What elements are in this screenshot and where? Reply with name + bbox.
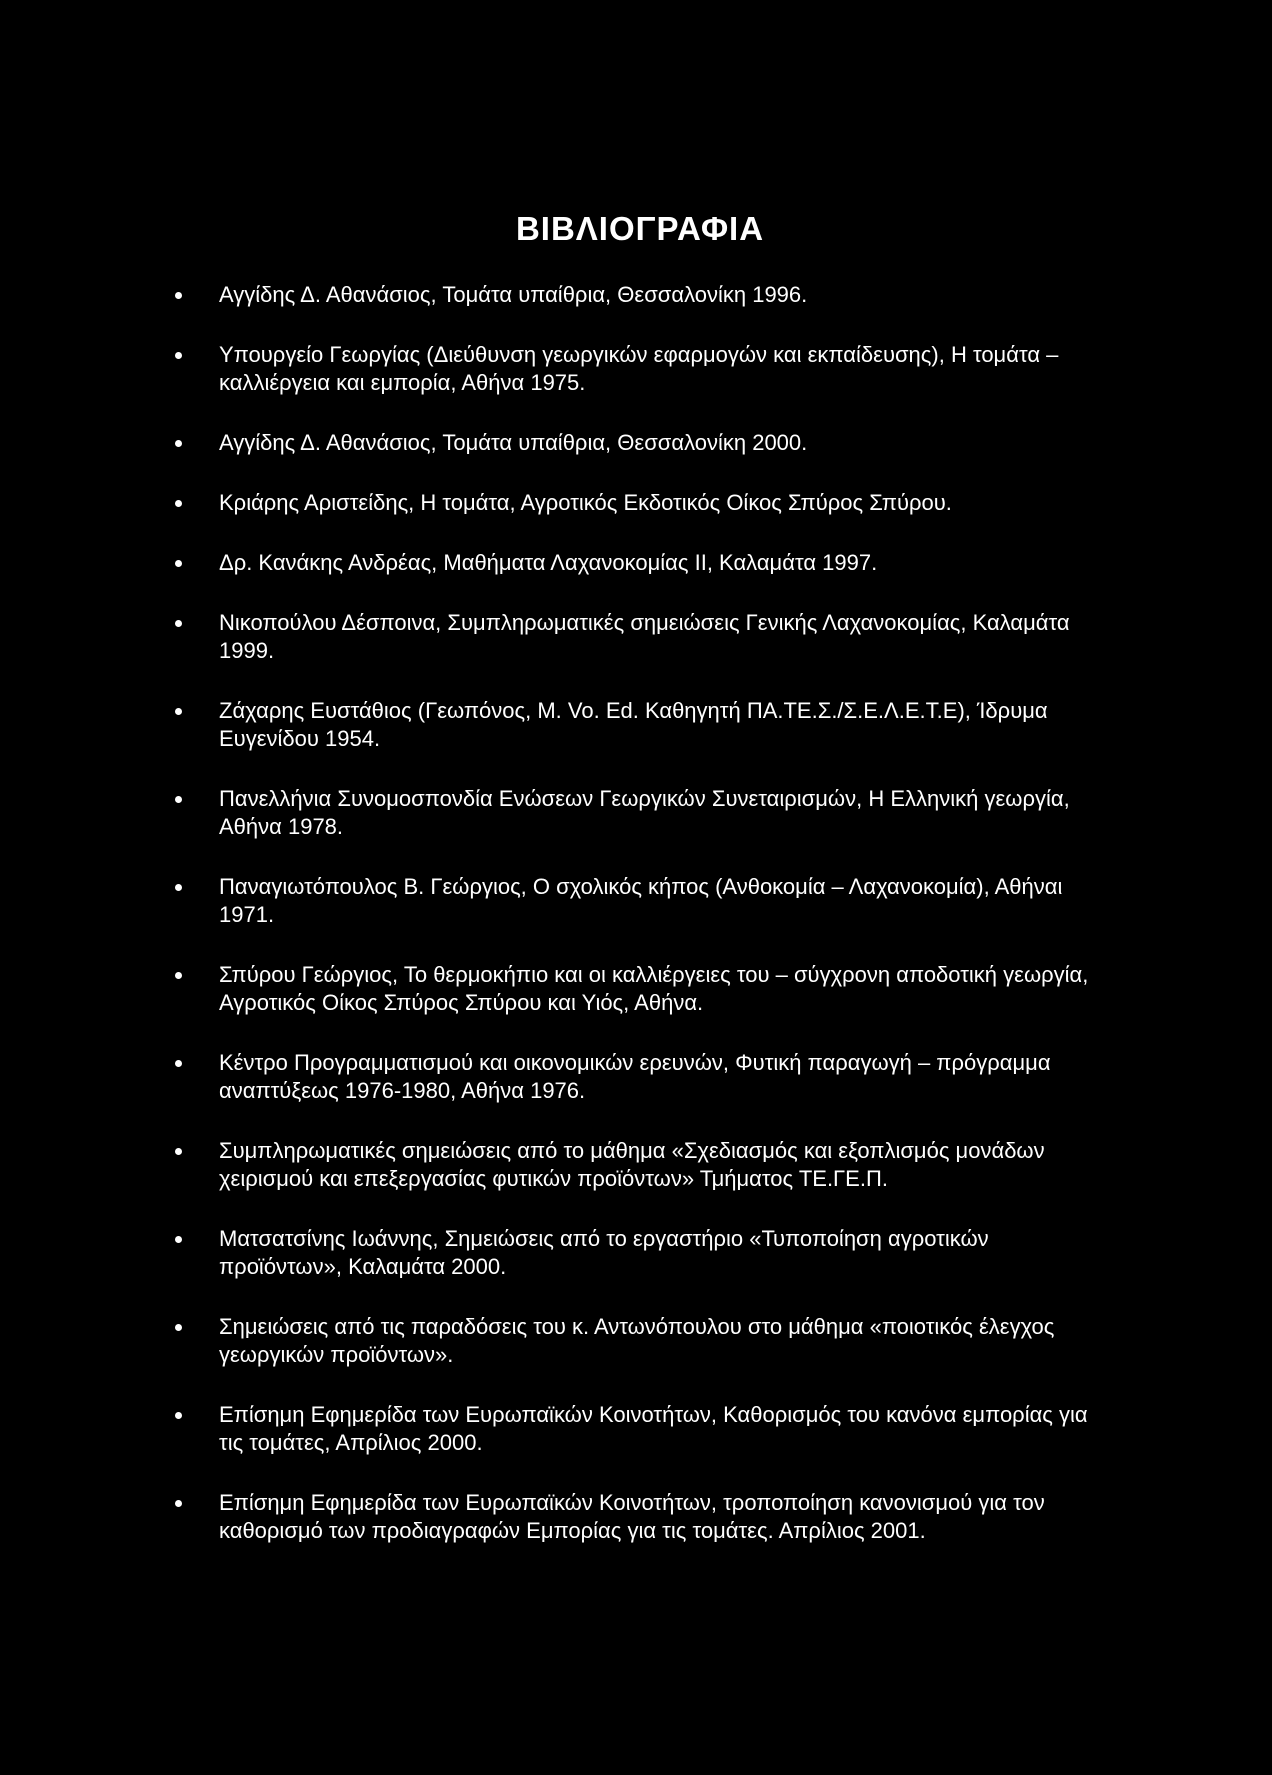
bibliography-item-text: Σημειώσεις από τις παραδόσεις του κ. Αντωνόπουλου στο μάθημα «ποιοτικός έλεγχος γεωργικών προϊόντων».	[219, 1314, 1055, 1367]
bibliography-list	[175, 281, 1100, 1577]
bibliography-item	[175, 489, 1100, 517]
bullet-icon	[175, 708, 182, 715]
bibliography-item-text: Αγγίδης Δ. Αθανάσιος, Τομάτα υπαίθρια, Θεσσαλονίκη 2000.	[219, 430, 808, 455]
bibliography-item	[175, 1401, 1100, 1457]
bullet-icon	[175, 352, 182, 359]
bullet-icon	[175, 440, 182, 447]
bibliography-item-text: Αγγίδης Δ. Αθανάσιος, Τομάτα υπαίθρια, Θεσσαλονίκη 1996.	[219, 282, 808, 307]
bibliography-item-text: Παναγιωτόπουλος Β. Γεώργιος, Ο σχολικός κήπος (Ανθοκομία – Λαχανοκομία), Αθήναι 1971.	[219, 874, 1063, 927]
bibliography-item-text: Ματσατσίνης Ιωάννης, Σημειώσεις από το εργαστήριο «Τυποποίηση αγροτικών προϊόντων», Καλαμάτα 2000.	[219, 1226, 989, 1279]
page-title: ΒΙΒΛΙΟΓΡΑΦΙΑ	[515, 210, 765, 247]
bibliography-item	[175, 429, 1100, 457]
bibliography-item	[175, 1489, 1100, 1545]
bibliography-item-text: Δρ. Κανάκης Ανδρέας, Μαθήματα Λαχανοκομίας ΙΙ, Καλαμάτα 1997.	[219, 550, 878, 575]
bibliography-item-text: Πανελλήνια Συνομοσπονδία Ενώσεων Γεωργικών Συνεταιρισμών, Η Ελληνική γεωργία, Αθήνα 1978.	[219, 786, 1070, 839]
bibliography-item	[175, 549, 1100, 577]
bibliography-item	[175, 697, 1100, 753]
bibliography-item	[175, 961, 1100, 1017]
bullet-icon	[175, 972, 182, 979]
bibliography-item	[175, 609, 1100, 665]
bibliography-item	[175, 341, 1100, 397]
bibliography-item-text: Επίσημη Εφημερίδα των Ευρωπαϊκών Κοινοτήτων, τροποποίηση κανονισμού για τον καθορισμό των προδιαγραφών Εμπορίας για τις τομάτες. Απρίλιος 2001.	[219, 1490, 1045, 1543]
bibliography-item-text: Επίσημη Εφημερίδα των Ευρωπαϊκών Κοινοτήτων, Καθορισμός του κανόνα εμπορίας για τις τομάτες, Απρίλιος 2000.	[219, 1402, 1088, 1455]
bibliography-item	[175, 1137, 1100, 1193]
bibliography-item-text: Συμπληρωματικές σημειώσεις από το μάθημα «Σχεδιασμός και εξοπλισμός μονάδων χειρισμού και επεξεργασίας φυτικών προϊόντων» Τμήματος ΤΕ.ΓΕ.Π.	[219, 1138, 1045, 1191]
bullet-icon	[175, 796, 182, 803]
bibliography-item-text: Κέντρο Προγραμματισμού και οικονομικών ερευνών, Φυτική παραγωγή – πρόγραμμα αναπτύξεως 1976-1980, Αθήνα 1976.	[219, 1050, 1051, 1103]
bullet-icon	[175, 620, 182, 627]
bibliography-item	[175, 1225, 1100, 1281]
bibliography-item-text: Σπύρου Γεώργιος, Το θερμοκήπιο και οι καλλιέργειες του – σύγχρονη αποδοτική γεωργία, Αγροτικός Οίκος Σπύρος Σπύρου και Υιός, Αθήνα.	[219, 962, 1089, 1015]
bibliography-item	[175, 281, 1100, 309]
bullet-icon	[175, 500, 182, 507]
bibliography-item-text: Κριάρης Αριστείδης, Η τομάτα, Αγροτικός Εκδοτικός Οίκος Σπύρος Σπύρου.	[219, 490, 952, 515]
bullet-icon	[175, 1148, 182, 1155]
bullet-icon	[175, 1236, 182, 1243]
bullet-icon	[175, 1500, 182, 1507]
bibliography-item	[175, 873, 1100, 929]
bullet-icon	[175, 1324, 182, 1331]
bullet-icon	[175, 884, 182, 891]
bibliography-item-text: Υπουργείο Γεωργίας (Διεύθυνση γεωργικών εφαρμογών και εκπαίδευσης), Η τομάτα – καλλιέργεια και εμπορία, Αθήνα 1975.	[219, 342, 1059, 395]
bullet-icon	[175, 1412, 182, 1419]
bibliography-item	[175, 1313, 1100, 1369]
bullet-icon	[175, 560, 182, 567]
bibliography-item	[175, 785, 1100, 841]
bibliography-item-text: Ζάχαρης Ευστάθιος (Γεωπόνος, Μ. Vo. Ed. Καθηγητή ΠΑ.ΤΕ.Σ./Σ.Ε.Λ.Ε.Τ.Ε), Ίδρυμα Ευγενίδου 1954.	[219, 698, 1048, 751]
bullet-icon	[175, 1060, 182, 1067]
bibliography-item	[175, 1049, 1100, 1105]
bullet-icon	[175, 292, 182, 299]
bibliography-item-text: Νικοπούλου Δέσποινα, Συμπληρωματικές σημειώσεις Γενικής Λαχανοκομίας, Καλαμάτα 1999.	[219, 610, 1070, 663]
